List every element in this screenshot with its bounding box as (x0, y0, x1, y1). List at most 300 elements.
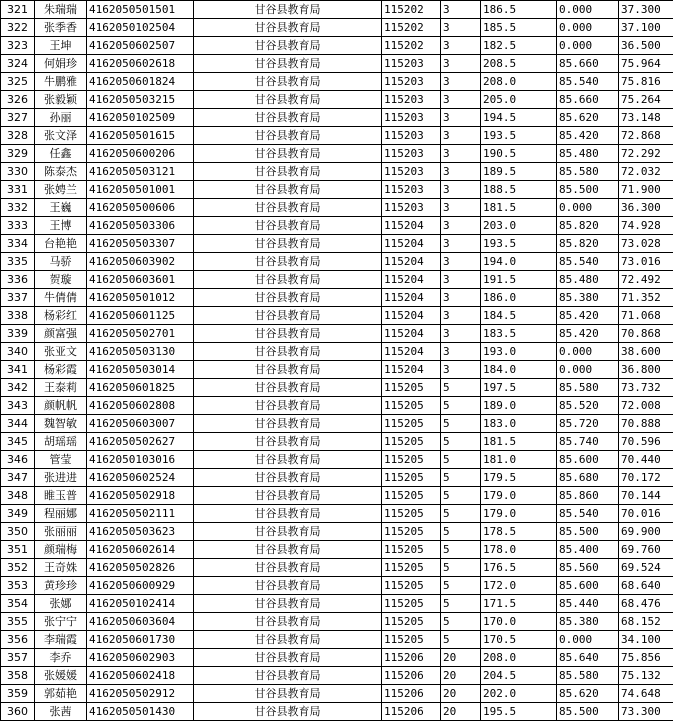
position-code: 115204 (382, 307, 441, 325)
written-score: 181.5 (481, 199, 557, 217)
written-score: 185.5 (481, 19, 557, 37)
position-code: 115205 (382, 487, 441, 505)
exam-ticket-number: 4162050603601 (87, 271, 194, 289)
hiring-count: 3 (441, 109, 481, 127)
exam-ticket-number: 4162050502912 (87, 685, 194, 703)
position-code: 115205 (382, 523, 441, 541)
row-number: 327 (1, 109, 35, 127)
row-number: 336 (1, 271, 35, 289)
recruiting-unit: 甘谷县教育局 (194, 217, 382, 235)
row-number: 342 (1, 379, 35, 397)
interview-score: 85.540 (557, 73, 619, 91)
candidate-name: 王奇姝 (35, 559, 87, 577)
hiring-count: 5 (441, 469, 481, 487)
hiring-count: 20 (441, 667, 481, 685)
row-number: 343 (1, 397, 35, 415)
table-row (1, 613, 673, 631)
row-number: 353 (1, 577, 35, 595)
interview-score: 85.820 (557, 235, 619, 253)
row-number: 337 (1, 289, 35, 307)
exam-ticket-number: 4162050603007 (87, 415, 194, 433)
total-score: 70.144 (619, 487, 673, 505)
candidate-name: 黄珍珍 (35, 577, 87, 595)
recruiting-unit: 甘谷县教育局 (194, 343, 382, 361)
table-row (1, 559, 673, 577)
interview-score: 0.000 (557, 361, 619, 379)
row-number: 360 (1, 703, 35, 721)
hiring-count: 20 (441, 685, 481, 703)
recruiting-unit: 甘谷县教育局 (194, 379, 382, 397)
candidate-name: 孙丽 (35, 109, 87, 127)
position-code: 115205 (382, 415, 441, 433)
table-row (1, 595, 673, 613)
written-score: 179.0 (481, 487, 557, 505)
candidate-name: 睢玉普 (35, 487, 87, 505)
interview-score: 85.380 (557, 289, 619, 307)
interview-score: 85.660 (557, 91, 619, 109)
hiring-count: 3 (441, 19, 481, 37)
exam-ticket-number: 4162050503121 (87, 163, 194, 181)
total-score: 72.492 (619, 271, 673, 289)
position-code: 115204 (382, 217, 441, 235)
interview-score: 85.640 (557, 649, 619, 667)
table-row (1, 541, 673, 559)
hiring-count: 3 (441, 271, 481, 289)
position-code: 115205 (382, 613, 441, 631)
row-number: 358 (1, 667, 35, 685)
position-code: 115205 (382, 577, 441, 595)
table-row (1, 361, 673, 379)
interview-score: 85.860 (557, 487, 619, 505)
total-score: 73.028 (619, 235, 673, 253)
written-score: 170.5 (481, 631, 557, 649)
candidate-name: 张毅颖 (35, 91, 87, 109)
table-body (1, 1, 673, 721)
recruiting-unit: 甘谷县教育局 (194, 145, 382, 163)
recruiting-unit: 甘谷县教育局 (194, 703, 382, 721)
written-score: 189.5 (481, 163, 557, 181)
exam-ticket-number: 4162050500606 (87, 199, 194, 217)
recruiting-unit: 甘谷县教育局 (194, 1, 382, 19)
position-code: 115205 (382, 469, 441, 487)
table-row (1, 19, 673, 37)
total-score: 69.900 (619, 523, 673, 541)
written-score: 193.0 (481, 343, 557, 361)
interview-score: 85.540 (557, 505, 619, 523)
position-code: 115203 (382, 109, 441, 127)
row-number: 352 (1, 559, 35, 577)
position-code: 115203 (382, 127, 441, 145)
interview-score: 85.380 (557, 613, 619, 631)
total-score: 75.264 (619, 91, 673, 109)
table-row (1, 397, 673, 415)
row-number: 323 (1, 37, 35, 55)
table-row (1, 145, 673, 163)
recruiting-unit: 甘谷县教育局 (194, 415, 382, 433)
interview-score: 85.580 (557, 163, 619, 181)
exam-ticket-number: 4162050503307 (87, 235, 194, 253)
row-number: 345 (1, 433, 35, 451)
exam-ticket-number: 4162050503215 (87, 91, 194, 109)
table-row (1, 127, 673, 145)
row-number: 325 (1, 73, 35, 91)
exam-ticket-number: 4162050602903 (87, 649, 194, 667)
position-code: 115206 (382, 685, 441, 703)
total-score: 69.524 (619, 559, 673, 577)
interview-score: 0.000 (557, 199, 619, 217)
candidate-name: 杨彩霞 (35, 361, 87, 379)
written-score: 184.0 (481, 361, 557, 379)
row-number: 355 (1, 613, 35, 631)
candidate-name: 张茜 (35, 703, 87, 721)
interview-score: 85.500 (557, 523, 619, 541)
position-code: 115204 (382, 361, 441, 379)
table-row (1, 91, 673, 109)
written-score: 183.0 (481, 415, 557, 433)
total-score: 73.016 (619, 253, 673, 271)
candidate-name: 管莹 (35, 451, 87, 469)
written-score: 188.5 (481, 181, 557, 199)
recruiting-unit: 甘谷县教育局 (194, 649, 382, 667)
table-row (1, 451, 673, 469)
hiring-count: 5 (441, 415, 481, 433)
table-row (1, 199, 673, 217)
table-row (1, 433, 673, 451)
candidate-name: 胡瑶瑶 (35, 433, 87, 451)
hiring-count: 5 (441, 433, 481, 451)
recruiting-unit: 甘谷县教育局 (194, 127, 382, 145)
total-score: 75.964 (619, 55, 673, 73)
row-number: 344 (1, 415, 35, 433)
exam-ticket-number: 4162050102414 (87, 595, 194, 613)
table-row (1, 685, 673, 703)
candidate-name: 台艳艳 (35, 235, 87, 253)
interview-score: 85.580 (557, 667, 619, 685)
table-row (1, 379, 673, 397)
exam-ticket-number: 4162050501615 (87, 127, 194, 145)
row-number: 332 (1, 199, 35, 217)
row-number: 321 (1, 1, 35, 19)
exam-ticket-number: 4162050502111 (87, 505, 194, 523)
written-score: 171.5 (481, 595, 557, 613)
position-code: 115202 (382, 37, 441, 55)
row-number: 333 (1, 217, 35, 235)
written-score: 208.0 (481, 73, 557, 91)
total-score: 72.868 (619, 127, 673, 145)
written-score: 205.0 (481, 91, 557, 109)
recruiting-unit: 甘谷县教育局 (194, 91, 382, 109)
interview-score: 85.420 (557, 307, 619, 325)
recruiting-unit: 甘谷县教育局 (194, 289, 382, 307)
exam-ticket-number: 4162050601824 (87, 73, 194, 91)
total-score: 70.172 (619, 469, 673, 487)
interview-score: 0.000 (557, 19, 619, 37)
table-row (1, 415, 673, 433)
recruiting-unit: 甘谷县教育局 (194, 523, 382, 541)
row-number: 339 (1, 325, 35, 343)
exam-ticket-number: 4162050503014 (87, 361, 194, 379)
recruiting-unit: 甘谷县教育局 (194, 451, 382, 469)
row-number: 359 (1, 685, 35, 703)
candidate-name: 任鑫 (35, 145, 87, 163)
candidate-name: 颜富强 (35, 325, 87, 343)
written-score: 181.0 (481, 451, 557, 469)
interview-score: 85.400 (557, 541, 619, 559)
row-number: 329 (1, 145, 35, 163)
row-number: 322 (1, 19, 35, 37)
exam-ticket-number: 4162050503623 (87, 523, 194, 541)
exam-ticket-number: 4162050502826 (87, 559, 194, 577)
hiring-count: 3 (441, 289, 481, 307)
position-code: 115205 (382, 631, 441, 649)
table-row (1, 307, 673, 325)
row-number: 350 (1, 523, 35, 541)
candidate-name: 马骄 (35, 253, 87, 271)
table-row (1, 37, 673, 55)
recruiting-unit: 甘谷县教育局 (194, 325, 382, 343)
recruiting-unit: 甘谷县教育局 (194, 433, 382, 451)
hiring-count: 5 (441, 559, 481, 577)
table-row (1, 487, 673, 505)
hiring-count: 3 (441, 73, 481, 91)
interview-score: 0.000 (557, 631, 619, 649)
row-number: 347 (1, 469, 35, 487)
recruiting-unit: 甘谷县教育局 (194, 577, 382, 595)
interview-score: 85.420 (557, 325, 619, 343)
position-code: 115203 (382, 181, 441, 199)
table-row (1, 73, 673, 91)
recruiting-unit: 甘谷县教育局 (194, 631, 382, 649)
position-code: 115203 (382, 199, 441, 217)
hiring-count: 3 (441, 343, 481, 361)
table-row (1, 505, 673, 523)
total-score: 71.352 (619, 289, 673, 307)
written-score: 194.5 (481, 109, 557, 127)
recruiting-unit: 甘谷县教育局 (194, 487, 382, 505)
hiring-count: 3 (441, 181, 481, 199)
interview-score: 85.580 (557, 379, 619, 397)
hiring-count: 3 (441, 55, 481, 73)
table-row (1, 343, 673, 361)
row-number: 349 (1, 505, 35, 523)
interview-score: 85.820 (557, 217, 619, 235)
recruiting-unit: 甘谷县教育局 (194, 55, 382, 73)
total-score: 73.732 (619, 379, 673, 397)
position-code: 115203 (382, 55, 441, 73)
exam-ticket-number: 4162050602418 (87, 667, 194, 685)
position-code: 115204 (382, 289, 441, 307)
interview-score: 85.500 (557, 703, 619, 721)
written-score: 186.5 (481, 1, 557, 19)
hiring-count: 5 (441, 523, 481, 541)
candidate-name: 颜帆帆 (35, 397, 87, 415)
written-score: 208.5 (481, 55, 557, 73)
row-number: 341 (1, 361, 35, 379)
row-number: 346 (1, 451, 35, 469)
total-score: 70.888 (619, 415, 673, 433)
row-number: 354 (1, 595, 35, 613)
exam-ticket-number: 4162050600929 (87, 577, 194, 595)
table-row (1, 577, 673, 595)
exam-ticket-number: 4162050602614 (87, 541, 194, 559)
position-code: 115206 (382, 703, 441, 721)
recruiting-unit: 甘谷县教育局 (194, 397, 382, 415)
written-score: 170.0 (481, 613, 557, 631)
recruiting-unit: 甘谷县教育局 (194, 361, 382, 379)
row-number: 340 (1, 343, 35, 361)
row-number: 338 (1, 307, 35, 325)
total-score: 36.500 (619, 37, 673, 55)
table-row (1, 289, 673, 307)
interview-score: 85.480 (557, 271, 619, 289)
written-score: 197.5 (481, 379, 557, 397)
written-score: 189.0 (481, 397, 557, 415)
candidate-name: 李乔 (35, 649, 87, 667)
hiring-count: 5 (441, 613, 481, 631)
candidate-name: 张娜 (35, 595, 87, 613)
total-score: 74.648 (619, 685, 673, 703)
row-number: 331 (1, 181, 35, 199)
table-row (1, 649, 673, 667)
row-number: 357 (1, 649, 35, 667)
interview-score: 85.560 (557, 559, 619, 577)
candidate-name: 牛鹏雅 (35, 73, 87, 91)
written-score: 179.5 (481, 469, 557, 487)
position-code: 115205 (382, 559, 441, 577)
total-score: 68.476 (619, 595, 673, 613)
candidate-name: 魏智敏 (35, 415, 87, 433)
candidate-name: 张媛媛 (35, 667, 87, 685)
exam-ticket-number: 4162050602507 (87, 37, 194, 55)
recruiting-unit: 甘谷县教育局 (194, 307, 382, 325)
hiring-count: 3 (441, 163, 481, 181)
interview-score: 0.000 (557, 37, 619, 55)
position-code: 115204 (382, 253, 441, 271)
total-score: 37.100 (619, 19, 673, 37)
table-row (1, 235, 673, 253)
exam-ticket-number: 4162050502627 (87, 433, 194, 451)
interview-score: 85.620 (557, 109, 619, 127)
candidate-name: 郭茹艳 (35, 685, 87, 703)
written-score: 182.5 (481, 37, 557, 55)
total-score: 34.100 (619, 631, 673, 649)
exam-ticket-number: 4162050603902 (87, 253, 194, 271)
hiring-count: 5 (441, 487, 481, 505)
candidate-name: 张娉兰 (35, 181, 87, 199)
row-number: 324 (1, 55, 35, 73)
row-number: 351 (1, 541, 35, 559)
recruiting-unit: 甘谷县教育局 (194, 505, 382, 523)
recruiting-unit: 甘谷县教育局 (194, 253, 382, 271)
written-score: 178.5 (481, 523, 557, 541)
exam-ticket-number: 4162050501001 (87, 181, 194, 199)
hiring-count: 5 (441, 505, 481, 523)
table-row (1, 55, 673, 73)
hiring-count: 5 (441, 595, 481, 613)
recruiting-unit: 甘谷县教育局 (194, 181, 382, 199)
written-score: 184.5 (481, 307, 557, 325)
table-row (1, 667, 673, 685)
written-score: 202.0 (481, 685, 557, 703)
table-row (1, 523, 673, 541)
interview-score: 85.680 (557, 469, 619, 487)
hiring-count: 3 (441, 253, 481, 271)
position-code: 115203 (382, 145, 441, 163)
recruiting-unit: 甘谷县教育局 (194, 199, 382, 217)
table-row (1, 325, 673, 343)
total-score: 73.300 (619, 703, 673, 721)
total-score: 69.760 (619, 541, 673, 559)
position-code: 115205 (382, 451, 441, 469)
exam-ticket-number: 4162050603604 (87, 613, 194, 631)
candidate-name: 李瑞霞 (35, 631, 87, 649)
recruiting-unit: 甘谷县教育局 (194, 19, 382, 37)
interview-score: 85.520 (557, 397, 619, 415)
hiring-count: 5 (441, 541, 481, 559)
recruiting-unit: 甘谷县教育局 (194, 559, 382, 577)
exam-ticket-number: 4162050501012 (87, 289, 194, 307)
total-score: 70.868 (619, 325, 673, 343)
hiring-count: 3 (441, 217, 481, 235)
written-score: 172.0 (481, 577, 557, 595)
recruiting-unit: 甘谷县教育局 (194, 235, 382, 253)
written-score: 176.5 (481, 559, 557, 577)
total-score: 70.596 (619, 433, 673, 451)
total-score: 70.016 (619, 505, 673, 523)
exam-ticket-number: 4162050501501 (87, 1, 194, 19)
written-score: 193.5 (481, 235, 557, 253)
interview-score: 85.480 (557, 145, 619, 163)
recruiting-unit: 甘谷县教育局 (194, 37, 382, 55)
interview-score: 85.740 (557, 433, 619, 451)
position-code: 115204 (382, 271, 441, 289)
total-score: 75.132 (619, 667, 673, 685)
table-row (1, 181, 673, 199)
candidate-name: 王博 (35, 217, 87, 235)
hiring-count: 3 (441, 325, 481, 343)
exam-ticket-number: 4162050601825 (87, 379, 194, 397)
total-score: 68.152 (619, 613, 673, 631)
exam-ticket-number: 4162050503306 (87, 217, 194, 235)
written-score: 179.0 (481, 505, 557, 523)
position-code: 115206 (382, 649, 441, 667)
interview-score: 0.000 (557, 343, 619, 361)
table-row (1, 253, 673, 271)
position-code: 115204 (382, 343, 441, 361)
exam-ticket-number: 4162050502701 (87, 325, 194, 343)
exam-ticket-number: 4162050602808 (87, 397, 194, 415)
hiring-count: 3 (441, 307, 481, 325)
total-score: 36.300 (619, 199, 673, 217)
hiring-count: 3 (441, 145, 481, 163)
total-score: 74.928 (619, 217, 673, 235)
exam-ticket-number: 4162050602618 (87, 55, 194, 73)
candidate-name: 王巍 (35, 199, 87, 217)
interview-score: 85.420 (557, 127, 619, 145)
hiring-count: 5 (441, 631, 481, 649)
exam-ticket-number: 4162050600206 (87, 145, 194, 163)
written-score: 195.5 (481, 703, 557, 721)
exam-ticket-number: 4162050601730 (87, 631, 194, 649)
candidate-name: 颜瑞梅 (35, 541, 87, 559)
total-score: 72.032 (619, 163, 673, 181)
exam-ticket-number: 4162050502918 (87, 487, 194, 505)
total-score: 38.600 (619, 343, 673, 361)
hiring-count: 3 (441, 199, 481, 217)
candidate-name: 王坤 (35, 37, 87, 55)
row-number: 330 (1, 163, 35, 181)
position-code: 115202 (382, 1, 441, 19)
